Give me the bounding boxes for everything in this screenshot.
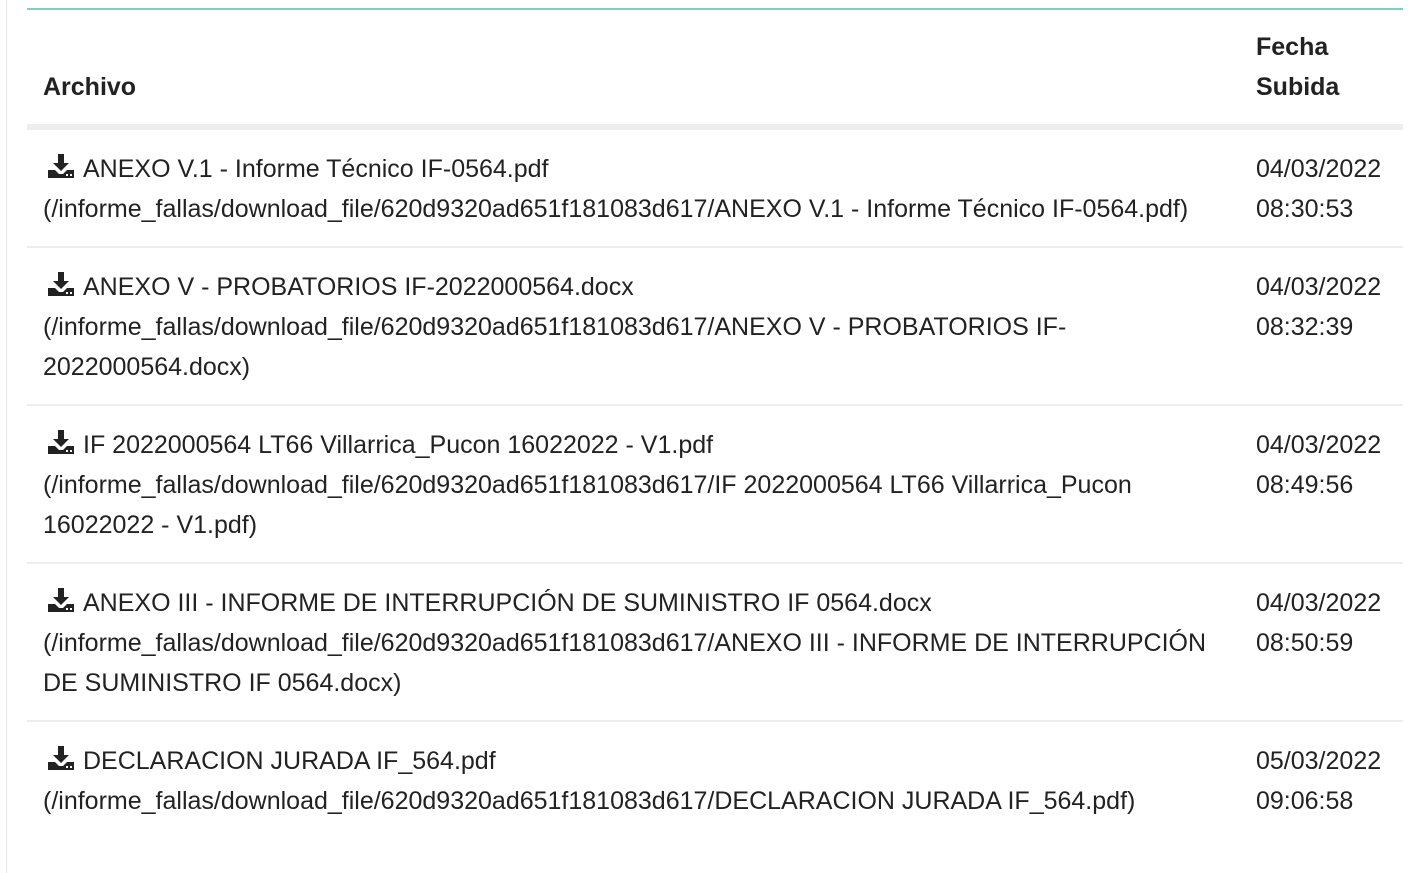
file-download-link[interactable] bbox=[43, 589, 932, 617]
column-header-date-line1: Fecha bbox=[1256, 33, 1329, 61]
file-download-link[interactable] bbox=[43, 273, 634, 301]
file-url: (/informe_fallas/download_file/620d9320ad651f181083d617/DECLARACION JURADA IF_564.pdf) bbox=[43, 787, 1136, 815]
upload-date: 04/03/2022 bbox=[1256, 431, 1382, 459]
column-header-date bbox=[1239, 10, 1403, 127]
download-icon bbox=[47, 745, 75, 771]
date-cell bbox=[1239, 563, 1403, 721]
files-table-body bbox=[27, 127, 1403, 838]
file-name: DECLARACION JURADA IF_564.pdf bbox=[83, 747, 496, 775]
file-cell bbox=[27, 247, 1239, 405]
file-cell bbox=[27, 563, 1239, 721]
file-url: (/informe_fallas/download_file/620d9320ad651f181083d617/ANEXO V.1 - Informe Técnico IF-0564.pdf) bbox=[43, 195, 1189, 223]
date-cell bbox=[1239, 721, 1403, 838]
upload-date: 04/03/2022 bbox=[1256, 155, 1382, 183]
table-row bbox=[27, 247, 1403, 405]
upload-time: 08:50:59 bbox=[1256, 629, 1354, 657]
header-row bbox=[27, 10, 1403, 127]
table-row bbox=[27, 563, 1403, 721]
file-download-link[interactable] bbox=[43, 155, 549, 183]
file-cell bbox=[27, 127, 1239, 247]
file-name: ANEXO V - PROBATORIOS IF-2022000564.docx bbox=[83, 273, 634, 301]
file-download-link[interactable] bbox=[43, 431, 713, 459]
file-url: (/informe_fallas/download_file/620d9320ad651f181083d617/ANEXO V - PROBATORIOS IF-2022000564.docx) bbox=[43, 313, 1067, 381]
download-icon bbox=[47, 587, 75, 613]
upload-time: 08:32:39 bbox=[1256, 313, 1354, 341]
download-icon bbox=[47, 153, 75, 179]
download-icon bbox=[47, 271, 75, 297]
file-download-link[interactable] bbox=[43, 747, 496, 775]
column-header-date-line2: Subida bbox=[1256, 73, 1340, 101]
table-row bbox=[27, 127, 1403, 247]
file-name: ANEXO V.1 - Informe Técnico IF-0564.pdf bbox=[83, 155, 549, 183]
download-icon bbox=[47, 429, 75, 455]
upload-time: 09:06:58 bbox=[1256, 787, 1354, 815]
upload-date: 04/03/2022 bbox=[1256, 589, 1382, 617]
date-cell bbox=[1239, 405, 1403, 563]
table-row bbox=[27, 405, 1403, 563]
file-name: IF 2022000564 LT66 Villarrica_Pucon 16022022 - V1.pdf bbox=[83, 431, 714, 459]
column-header-file bbox=[27, 10, 1239, 127]
file-name: ANEXO III - INFORME DE INTERRUPCIÓN DE SUMINISTRO IF 0564.docx bbox=[83, 589, 932, 617]
upload-time: 08:30:53 bbox=[1256, 195, 1354, 223]
upload-date: 05/03/2022 bbox=[1256, 747, 1382, 775]
files-table bbox=[27, 10, 1403, 838]
upload-time: 08:49:56 bbox=[1256, 471, 1354, 499]
date-cell bbox=[1239, 127, 1403, 247]
file-cell bbox=[27, 405, 1239, 563]
files-table-header bbox=[27, 10, 1403, 127]
date-cell bbox=[1239, 247, 1403, 405]
table-row bbox=[27, 721, 1403, 838]
file-url: (/informe_fallas/download_file/620d9320ad651f181083d617/ANEXO III - INFORME DE INTERRUPCIÓN DE SUMINISTRO IF 0564.docx) bbox=[43, 629, 1207, 697]
panel-left-border bbox=[6, 0, 7, 873]
upload-date: 04/03/2022 bbox=[1256, 273, 1382, 301]
file-url: (/informe_fallas/download_file/620d9320ad651f181083d617/IF 2022000564 LT66 Villarrica_Pucon 16022022 - V1.pdf) bbox=[43, 471, 1132, 539]
file-cell bbox=[27, 721, 1239, 838]
column-header-file-label: Archivo bbox=[43, 73, 137, 101]
